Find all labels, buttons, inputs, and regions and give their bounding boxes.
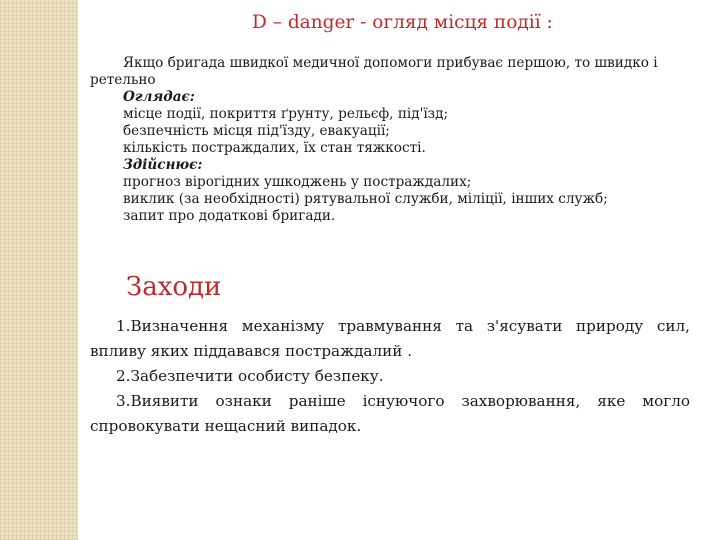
inspects-item: безпечність місця під'їзду, евакуації;	[123, 123, 390, 139]
performs-label: Здійснює:	[123, 157, 203, 173]
intro-section	[90, 55, 690, 225]
performs-item: прогноз вірогідних ушкоджень у постраждалих;	[123, 174, 472, 190]
measures-list	[90, 314, 690, 439]
slide-content	[90, 0, 695, 540]
intro-paragraph: Якщо бригада швидкої медичної допомоги прибуває першою, то швидко і ретельно	[90, 55, 658, 88]
decorative-side-strip	[0, 0, 78, 540]
inspects-label: Оглядає:	[123, 89, 195, 105]
slide-title: D – danger - огляд місця події :	[252, 12, 553, 33]
measure-item: 2.Забезпечити особисту безпеку.	[116, 367, 384, 385]
inspects-item: місце події, покриття ґрунту, рельєф, під'їзд;	[123, 106, 449, 122]
measure-item: 1.Визначення механізму травмування та з'ясувати природу сил, впливу яких піддавався постраждалий .	[90, 317, 690, 360]
measure-item: 3.Виявити ознаки раніше існуючого захворювання, яке могло спровокувати нещасний випадок.	[90, 392, 690, 435]
performs-item: виклик (за необхідності) рятувальної служби, міліції, інших служб;	[123, 191, 608, 207]
performs-item: запит про додаткові бригади.	[123, 208, 336, 224]
measures-heading: Заходи	[126, 272, 222, 302]
inspects-item: кількість постраждалих, їх стан тяжкості.	[123, 140, 426, 156]
